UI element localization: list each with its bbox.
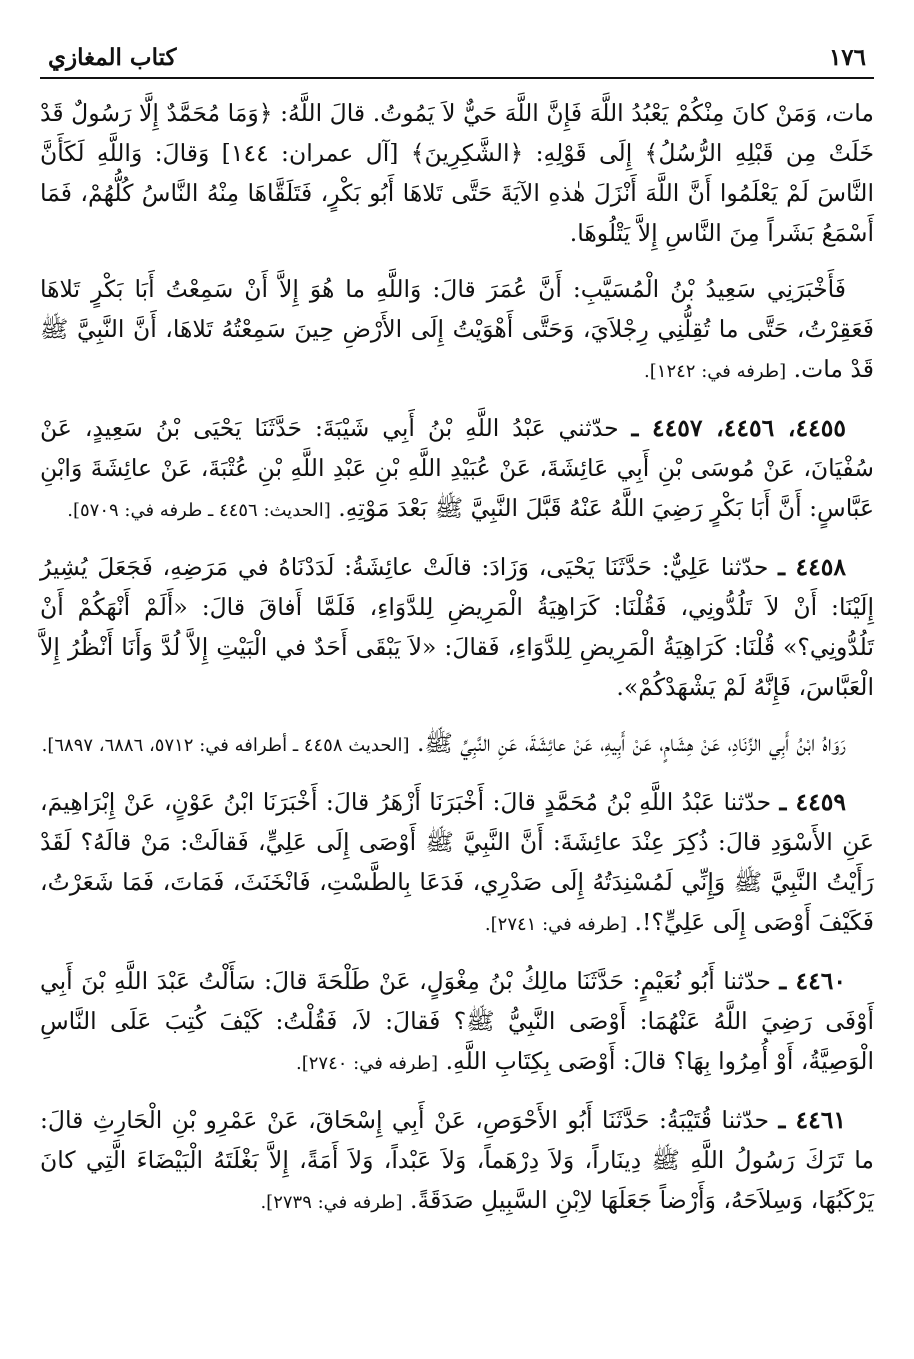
cross-reference: [طرفه في: ١٢٤٢]. [644, 361, 787, 382]
page-header [40, 44, 874, 79]
cross-reference: [طرفه في: ٢٧٤٠]. [296, 1053, 439, 1074]
paragraph-text: فَأَخْبَرَنِي سَعِيدُ بْنُ الْمُسَيَّبِ: أَنَّ عُمَرَ قالَ: وَاللَّهِ ما هُوَ إِلاَّ أَنْ سَمِعْتُ أَبَا بَكْرٍ تَلاهَا فَعَقِرْتُ، حَتَّى ما تُقِلُّنِي رِجْلاَيَ، وَحَتَّى أَهْوَيْتُ إِلَى الأَرْضِ حِينَ سَمِعْتُهُ تَلاهَا، أَنَّ النَّبِيَّ ﷺ قَدْ مات. [40, 275, 874, 383]
hadith-4455 [40, 408, 874, 531]
paragraph-text: حدّثنا عَلِيٌّ: حَدَّثَنَا يَحْيَى، وَزَادَ: قالَتْ عائِشَةُ: لَدَدْنَاهُ في مَرَضِهِ، فَجَعَلَ يُشِيرُ إِلَيْنَا: أَنْ لاَ تَلُدُّونِي، فَقُلْنَا: كَرَاهِيَةُ الْمَرِيضِ لِلدَّوَاءِ، فَلَمَّا أَفاقَ قالَ: «أَلَمْ أَنْهَكُمْ أَنْ تَلُدُّونِي؟» قُلْنَا: كَرَاهِيَةُ الْمَرِيضِ لِلدَّوَاءِ، فَقالَ: «لاَ يَبْقَى أَحَدٌ في الْبَيْتِ إِلاَّ لُدَّ وَأَنَا أَنْظُرُ إِلاَّ الْعَبَّاسَ، فَإِنَّهُ لَمْ يَشْهَدْكُمْ». [40, 553, 874, 701]
page-number: ١٧٦ [828, 44, 866, 71]
hadith-4458 [40, 547, 874, 707]
hadith-4460 [40, 961, 874, 1084]
hadith-number: ٤٤٥٥، ٤٤٥٦، ٤٤٥٧ ـ [631, 414, 846, 442]
cross-reference: [طرفه في: ٢٧٣٩]. [260, 1192, 403, 1213]
hadith-4461 [40, 1100, 874, 1223]
paragraph-text: حدّثنا قُتَيْبَةُ: حَدَّثَنَا أَبُو الأَحْوَصِ، عَنْ أَبِي إِسْحَاقَ، عَنْ عَمْرِو بْنِ الْحَارِثِ قالَ: ما تَرَكَ رَسُولُ اللَّهِ ﷺ دِينَاراً، وَلاَ دِرْهَماً، وَلاَ عَبْداً، وَلاَ أَمَةً، إِلاَّ بَغْلَتَهُ الْبَيْضَاءَ الَّتِي كانَ يَرْكَبُهَا، وَسِلاَحَهُ، وَأَرْضاً جَعَلَهَا لاِبْنِ السَّبِيلِ صَدَقَةً. [40, 1106, 874, 1214]
cross-reference: [طرفه في: ٢٧٤١]. [484, 914, 627, 935]
paragraph-text: مات، وَمَنْ كانَ مِنْكُمْ يَعْبُدُ اللَّهَ فَإِنَّ اللَّهَ حَيٌّ لاَ يَمُوتُ. قالَ اللَّهُ: ﴿وَمَا مُحَمَّدٌ إِلَّا رَسُولٌ قَدْ خَلَتْ مِن قَبْلِهِ الرُّسُلُ﴾ إِلَى قَوْلِهِ: ﴿الشَّكِرِينَ﴾ [آل عمران: ١٤٤] وَقالَ: وَاللَّهِ لَكَأَنَّ النَّاسَ لَمْ يَعْلَمُوا أَنَّ اللَّهَ أَنْزَلَ هٰذهِ الآيَةَ حَتَّى تَلاهَا أَبُو بَكْرٍ، فَتَلَقَّاهَا مِنْهُ النَّاسُ كُلُّهُمْ، فَمَا أَسْمَعُ بَشَراً مِنَ النَّاسِ إِلاَّ يَتْلُوهَا. [40, 99, 874, 247]
cross-reference: [الحديث ٤٤٥٨ ـ أطرافه في: ٥٧١٢، ٦٨٨٦، ٦٨٩٧]. [41, 735, 410, 756]
hadith-number: ٤٤٦٠ ـ [779, 967, 846, 995]
paragraph-text: حدّثنا عَبْدُ اللَّهِ بْنُ مُحَمَّدٍ قالَ: أَخْبَرَنَا أَزْهَرُ قالَ: أَخْبَرَنَا ابْنُ عَوْنٍ، عَنْ إِبْرَاهِيمَ، عَنِ الأَسْوَدِ قالَ: ذُكِرَ عِنْدَ عائِشَةَ: أَنَّ النَّبِيَّ ﷺ أَوْصَى إِلَى عَلِيٍّ، فَقالَتْ: مَنْ قالَهُ؟ لَقَدْ رَأَيْتُ النَّبِيَّ ﷺ وَإِنِّي لَمُسْنِدَتُهُ إِلَى صَدْرِي، فَدَعَا بِالطَّسْتِ، فَانْخَنَثَ، فَمَاتَ، فَمَا شَعَرْتُ، فَكَيْفَ أَوْصَى إِلَى عَلِيٍّ؟!. [40, 788, 874, 936]
hadith-number: ٤٤٥٨ ـ [778, 553, 846, 581]
cross-reference: [الحديث: ٤٤٥٦ ـ طرفه في: ٥٧٠٩]. [67, 500, 331, 521]
paragraph-text: حدّثني عَبْدُ اللَّهِ بْنُ أَبِي شَيْبَةَ: حَدَّثَنَا يَحْيَى بْنُ سَعِيدٍ، عَنْ سُفْيَانَ، عَنْ مُوسَى بْنِ أَبِي عَائِشَةَ، عَنْ عُبَيْدِ اللَّهِ بْنِ عَبْدِ اللَّهِ بْنِ عُتْبَةَ، عَنْ عائِشَةَ وَابْنِ عَبَّاسٍ: أَنَّ أَبَا بَكْرٍ رَضِيَ اللَّهُ عَنْهُ قَبَّلَ النَّبِيَّ ﷺ بَعْدَ مَوْتِهِ. [40, 414, 874, 522]
paragraph-2 [40, 269, 874, 392]
paragraph-1 [40, 93, 874, 253]
hadith-4459 [40, 782, 874, 945]
paragraph-riwaya [40, 723, 874, 766]
paragraph-text: رَوَاهُ ابْنُ أَبِي الزِّنَادِ، عَنْ هِشَامٍ، عَنْ أَبِيهِ، عَنْ عائِشَةَ، عَنِ النَّبِيِّ ﷺ. [416, 729, 846, 757]
paragraph-text: حدّثنا أَبُو نُعَيْمٍ: حَدَّثَنَا مالِكُ بْنُ مِغْوَلٍ، عَنْ طَلْحَةَ قالَ: سَأَلْتُ عَبْدَ اللَّهِ بْنَ أَبِي أَوْفَى رَضِيَ اللَّهُ عَنْهُمَا: أَوْصَى النَّبِيُّ ﷺ؟ فَقالَ: لاَ، فَقُلْتُ: كَيْفَ كُتِبَ عَلَى النَّاسِ الْوَصِيَّةُ، أَوْ أُمِرُوا بِهَا؟ قالَ: أَوْصَى بِكِتَابِ اللَّهِ. [40, 967, 874, 1075]
book-title: كتاب المغازي [48, 44, 177, 71]
hadith-number: ٤٤٥٩ ـ [779, 788, 846, 816]
hadith-number: ٤٤٦١ ـ [778, 1106, 846, 1134]
